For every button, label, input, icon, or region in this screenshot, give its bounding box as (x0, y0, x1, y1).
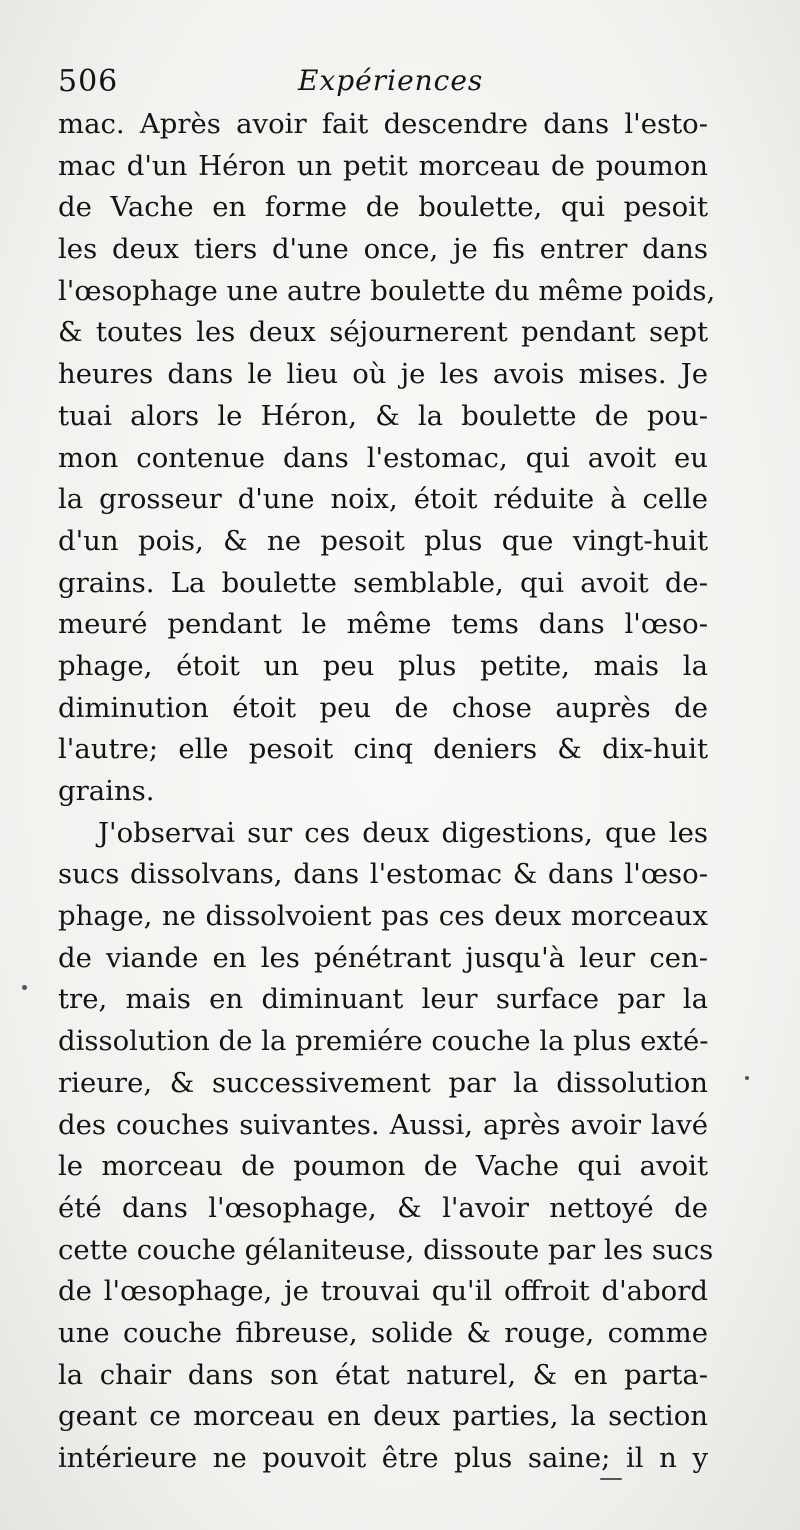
text-line: de Vache en forme de boulette, qui pesoit (58, 191, 708, 224)
text-line: d'un pois, & ne pesoit plus que vingt-huit (58, 524, 708, 557)
text-line: cette couche gélaniteuse, dissoute par les sucs (58, 1233, 714, 1266)
text-line: tre, mais en diminuant leur surface par la (58, 983, 708, 1016)
text-line: de l'œsophage, je trouvai qu'il offroit d'abord (58, 1275, 708, 1308)
text-line: phage, étoit un peu plus petite, mais la (58, 649, 708, 682)
ink-speck (600, 1478, 622, 1480)
text-line: dissolution de la premiére couche la plus exté- (58, 1025, 709, 1058)
body-text (58, 104, 716, 1480)
text-line: une couche fibreuse, solide & rouge, comme (58, 1316, 708, 1349)
text-line: l'œsophage une autre boulette du même poids, (58, 274, 716, 307)
text-line: phage, ne dissolvoient pas ces deux morceaux (58, 900, 708, 933)
text-line: geant ce morceau en deux parties, la section (58, 1400, 708, 1433)
text-line: intérieure ne pouvoit être plus saine; il n y (58, 1442, 708, 1474)
text-line: grains. La boulette semblable, qui avoit de- (58, 566, 708, 599)
text-line: grains. (58, 775, 155, 807)
ink-speck (22, 985, 27, 990)
text-line: J'observai sur ces deux digestions, que les (98, 816, 708, 849)
text-line: la grosseur d'une noix, étoit réduite à celle (58, 483, 708, 516)
ink-speck (745, 1076, 749, 1080)
paragraph-1 (58, 104, 716, 813)
text-line: tuai alors le Héron, & la boulette de pou- (58, 399, 708, 432)
text-line: de viande en les pénétrant jusqu'à leur cen- (58, 941, 708, 974)
text-line: heures dans le lieu où je les avois mises. Je (58, 358, 708, 391)
text-line: les deux tiers d'une once, je fis entrer dans (58, 233, 708, 266)
text-line: rieure, & successivement par la dissolution (58, 1066, 708, 1099)
text-line: été dans l'œsophage, & l'avoir nettoyé de (58, 1191, 708, 1224)
text-line: diminution étoit peu de chose auprès de (58, 691, 708, 724)
text-line: le morceau de poumon de Vache qui avoit (58, 1150, 708, 1183)
text-line: mac d'un Héron un petit morceau de poumon (58, 149, 708, 182)
text-line: sucs dissolvans, dans l'estomac & dans l'œso- (58, 858, 708, 891)
text-line: la chair dans son état naturel, & en parta- (58, 1358, 708, 1391)
page-number: 506 (58, 64, 119, 99)
text-line: l'autre; elle pesoit cinq deniers & dix-huit (58, 733, 708, 766)
text-line: meuré pendant le même tems dans l'œso- (58, 608, 708, 641)
running-title: Expériences (298, 64, 484, 97)
text-line: mon contenue dans l'estomac, qui avoit eu (58, 441, 708, 474)
text-line: & toutes les deux séjournerent pendant sept (58, 316, 708, 349)
running-head (58, 64, 718, 104)
text-line: mac. Après avoir fait descendre dans l'esto- (58, 108, 708, 140)
text-line: des couches suivantes. Aussi, après avoir lavé (58, 1108, 708, 1141)
paragraph-2 (58, 813, 714, 1480)
